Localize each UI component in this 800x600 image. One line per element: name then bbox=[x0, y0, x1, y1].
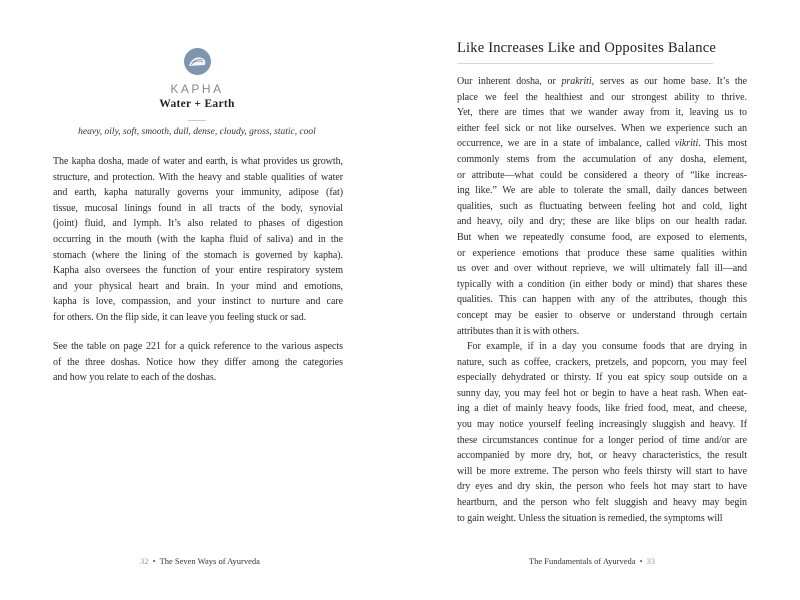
text-line: stomach (where the lining of the stomach is governed by kapha). bbox=[53, 249, 343, 261]
text-line: to gain weight. Unless the situation is remedied, the symptoms will bbox=[457, 512, 723, 524]
text-line: either feel sick or not like ourselves. When we experience such an bbox=[457, 122, 747, 134]
text-line: place we feel the healthiest and our strongest ability to thrive. bbox=[457, 91, 747, 103]
text-line: us over and over without reprieve, we will ultimately fall ill—and bbox=[457, 263, 747, 275]
text-line: (joint) fluid, and lymph. It’s also related to phases of digestion bbox=[53, 218, 343, 230]
text-line: Yet, there are times that we wander away from it, leaving us to bbox=[457, 107, 747, 119]
text-line: The kapha dosha, made of water and earth, is what provides us growth, bbox=[53, 156, 343, 167]
right-page bbox=[400, 0, 800, 600]
body-paragraph bbox=[53, 154, 343, 326]
text-line: ing a diet of mainly heavy foods, like fried food, meat, and cheese, bbox=[457, 403, 747, 415]
text-line: But when we repeatedly consume food, are exposed to elements, bbox=[457, 231, 747, 243]
text-line: attributes than it is with others. bbox=[457, 325, 580, 337]
text-line: of the three doshas. Notice how they differ among the categories bbox=[53, 356, 343, 368]
text-line: Kapha also oversees the function of your entire respiratory system bbox=[53, 265, 343, 277]
footer-separator: • bbox=[152, 556, 156, 566]
page-footer bbox=[0, 556, 400, 566]
text-line: heartburn, and the person who felt sluggish and heavy may begin bbox=[457, 497, 747, 509]
section-heading: Like Increases Like and Opposites Balance bbox=[457, 40, 717, 56]
text-line: and how you relate to each of the doshas. bbox=[53, 372, 217, 384]
text-line: tissue, mucosal linings found in all tracts of the body, synovial bbox=[53, 202, 343, 214]
text-line: especially dehydrated or thirsty. If you eat spicy soup outside on a bbox=[457, 372, 747, 384]
text-line: concept may be easier to observe or understand through certain bbox=[457, 309, 747, 321]
text-line: qualities, such as fluctuating between feeling hot and cold, light bbox=[457, 200, 747, 212]
text-line: accompanied by more dry, hot, or heavy characteristics, the result bbox=[457, 450, 747, 462]
text-line: and heavy, oily and dry; these are like blips on our health radar. bbox=[457, 216, 747, 228]
page-number: 32 bbox=[140, 556, 149, 566]
text-line: kapha is love, compassion, and your instinct to nurture and care bbox=[53, 296, 343, 308]
dosha-name: KAPHA bbox=[170, 82, 224, 96]
text-line: commonly stems from the accumulation of any dosha, element, bbox=[457, 153, 747, 165]
text-line: qualities. This can happen with any of the attributes, though this bbox=[457, 294, 747, 306]
text-line: and your physical heart and brain. In your mind and emotions, bbox=[53, 280, 343, 292]
text-line: and earth, kapha naturally governs your immunity, adipose (fat) bbox=[53, 187, 343, 199]
text-line: for others. On the flip side, it can leave you feeling stuck or sad. bbox=[53, 311, 307, 323]
running-title: The Seven Ways of Ayurveda bbox=[159, 556, 260, 566]
body-paragraph bbox=[457, 339, 747, 526]
text-line: will be more extreme. The person who feels thirsty will start to have bbox=[457, 465, 747, 477]
text-line: See the table on page 221 for a quick reference to the various aspects bbox=[53, 341, 343, 352]
water-wave-icon bbox=[184, 48, 211, 75]
body-paragraph bbox=[53, 339, 343, 386]
dosha-elements: Water + Earth bbox=[159, 98, 235, 110]
text-line: For example, if in a day you consume foods that are drying in bbox=[467, 341, 747, 353]
text-line: occurrence, we are in a state of imbalance, called vikriti. This most bbox=[457, 138, 747, 150]
body-text bbox=[457, 74, 747, 526]
text-line: typically with a condition (in either body or mind) that shares these bbox=[457, 278, 747, 290]
text-line: these circumstances continue for a longer period of time and/or are bbox=[457, 434, 747, 446]
text-line: or attribute—what could be considered a theory of “like increas- bbox=[457, 169, 747, 181]
divider bbox=[188, 120, 206, 121]
text-line: ing like.” We are able to tolerate the small, daily dances between bbox=[457, 185, 747, 197]
heading-underline bbox=[457, 63, 713, 64]
body-paragraph bbox=[457, 74, 747, 339]
text-line: dry eyes and dry skin, the person who feels hot may start to have bbox=[457, 481, 747, 493]
text-line: occurring in the mouth (with the kapha fluid of saliva) and in the bbox=[53, 233, 343, 245]
dosha-qualities: heavy, oily, soft, smooth, dull, dense, cloudy, gross, static, cool bbox=[78, 127, 316, 137]
text-line: you may notice yourself feeling increasingly sluggish and heavy. If bbox=[457, 419, 747, 431]
text-line: nature, such as coffee, crackers, pretzels, and popcorn, you may feel bbox=[457, 356, 747, 368]
text-line: sunny day, you may feel hot or begin to have a heat rash. When eat- bbox=[457, 387, 747, 399]
page-footer bbox=[392, 556, 792, 566]
page-number: 33 bbox=[646, 556, 656, 566]
text-line: or experience emotions that produce these same qualities within bbox=[457, 247, 747, 259]
text-line: structure, and protection. With the heavy and stable qualities of water bbox=[53, 171, 343, 183]
footer-separator: • bbox=[639, 556, 643, 566]
running-title: The Fundamentals of Ayurveda bbox=[528, 556, 636, 566]
text-line: Our inherent dosha, or prakriti, serves as our home base. It’s the bbox=[457, 76, 748, 87]
